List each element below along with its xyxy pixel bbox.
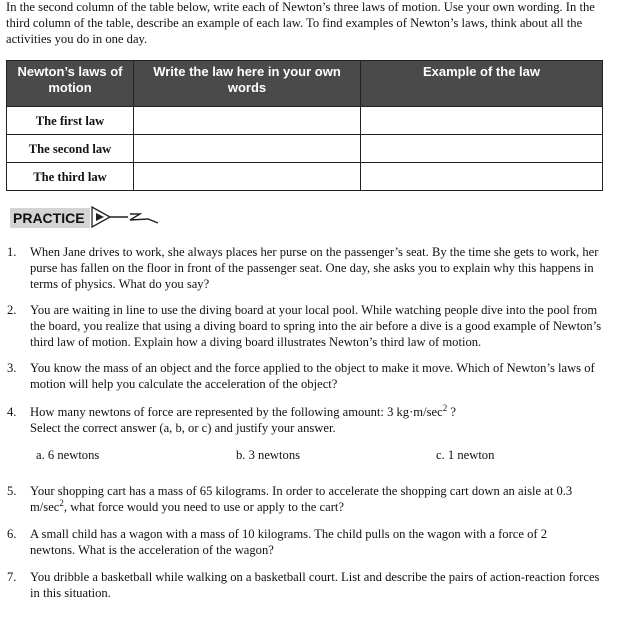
- header-example: Example of the law: [361, 61, 603, 107]
- newtons-laws-table: [6, 60, 603, 191]
- question-5: 5. Your shopping cart has a mass of 65 kilograms. In order to accelerate the shopping cart down an aisle at 0.3 $m/\sec^2$, what force would you need to use or apply to the cart?: [7, 484, 573, 514]
- question-6: 6. A small child has a wagon with a mass of 10 kilograms. The child pulls on the wagon with a force of 2 newtons. What is the acceleration of the wagon?: [7, 527, 548, 557]
- law-label: The third law: [7, 163, 134, 191]
- law-label: The second law: [7, 135, 134, 163]
- question-2: 2. You are waiting in line to use the diving board at your local pool. While watching people dive into the pool from the board, you realize that using a diving board to spring into the air before a dive is a good example of Newton’s third law of motion. Explain how a diving board illustrates Newton’s third law of motion.: [7, 303, 602, 349]
- table-row: [7, 163, 603, 191]
- example-cell[interactable]: [361, 135, 603, 163]
- practice-arrow-icon: [90, 205, 175, 231]
- law-label: The first law: [7, 107, 134, 135]
- question-3: 3. You know the mass of an object and the force applied to the object to make it move. Which of Newton’s laws of motion will help you calculate the acceleration of the object?: [7, 361, 595, 391]
- instructions: In the second column of the table below, write each of Newton’s three laws of motion. Use your own wording. In the third column of the table, describe an example of each law. To find examples of Newton’s laws, think about all the activities you do in one day.: [6, 0, 595, 46]
- example-cell[interactable]: [361, 163, 603, 191]
- header-laws: Newton’s laws of motion: [7, 61, 134, 107]
- own-words-cell[interactable]: [134, 107, 361, 135]
- question-1: 1. When Jane drives to work, she always places her purse on the passenger’s seat. By the time she gets to work, her purse has fallen on the floor in front of the passenger seat. One day, she asks you to explain why this happens in terms of physics. What do you say?: [7, 245, 599, 291]
- question-4: 4. How many newtons of force are represented by the following amount: 3 $kg\cdot m/\sec^2$ ? Select the correct answer (a, b, or c) and justify your answer.: [7, 402, 456, 435]
- header-own-words: Write the law here in your own words: [134, 61, 361, 107]
- example-cell[interactable]: [361, 107, 603, 135]
- practice-heading: PRACTICE: [10, 208, 90, 228]
- own-words-cell[interactable]: [134, 135, 361, 163]
- option-c: c. 1 newton: [436, 448, 495, 462]
- option-a: a. 6 newtons: [36, 448, 100, 462]
- question-7: 7. You dribble a basketball while walking on a basketball court. List and describe the pairs of action-reaction forces in this situation.: [7, 570, 600, 600]
- own-words-cell[interactable]: [134, 163, 361, 191]
- table-row: [7, 107, 603, 135]
- table-row: [7, 135, 603, 163]
- option-b: b. 3 newtons: [236, 448, 301, 462]
